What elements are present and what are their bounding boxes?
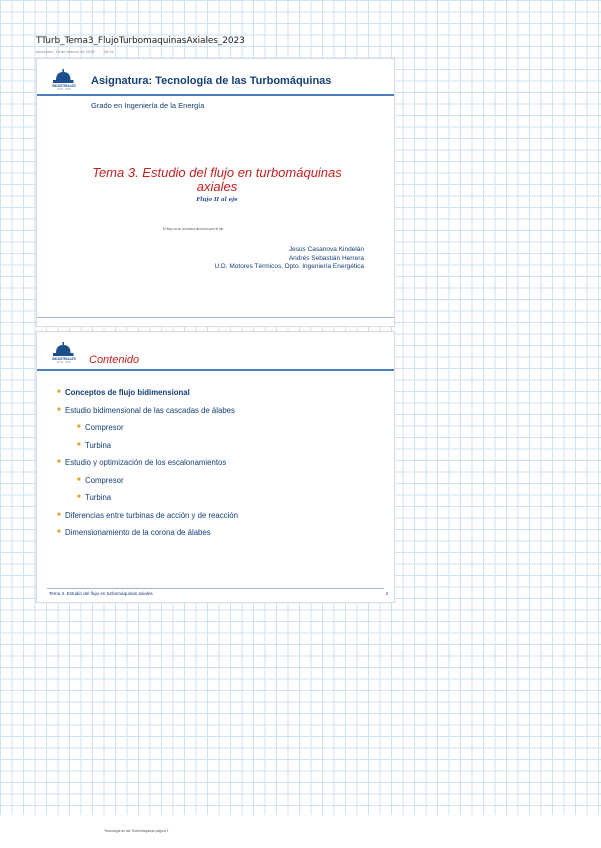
slide-1[interactable]: [36, 58, 395, 327]
dome-building-icon: [47, 342, 81, 358]
university-logo: [47, 342, 75, 362]
slide-footer: Tema 3. Estudio del flujo en turbomáquinas axiales: [49, 591, 153, 596]
university-logo: [47, 69, 75, 89]
list-item: ■ Estudio bidimensional de las cascadas de álabes: [57, 402, 238, 420]
square-bullet-icon: ■: [57, 529, 61, 535]
logo-name: INDUSTRIALES: [52, 357, 76, 361]
document-meta: [36, 49, 122, 54]
department: U.D. Motores Térmicos, Dpto. Ingeniería Energética: [214, 263, 364, 270]
square-bullet-icon: ■: [57, 511, 61, 518]
small-note: El flujo va en la misma dirección que el eje: [163, 227, 224, 231]
handwritten-note: Flujo II al eje: [196, 197, 238, 203]
square-bullet-icon: ■: [77, 424, 81, 430]
list-item: ■ Turbina: [57, 489, 238, 507]
contents-title: Contenido: [89, 354, 140, 366]
header-rule: [37, 94, 394, 96]
list-item: ■ Compresor: [57, 419, 238, 437]
list-item: ■ Dimensionamiento de la corona de álabes: [57, 524, 238, 542]
logo-sub: ETSII · UPM: [57, 361, 71, 364]
slide-title-line-2: axiales: [196, 179, 238, 194]
square-bullet-icon: ■: [77, 441, 81, 448]
square-bullet-icon: ■: [77, 494, 81, 500]
author-2: Andrés Sebastián Herrera: [288, 254, 364, 262]
list-item: ■ Conceptos de flujo bidimensional: [57, 384, 238, 402]
document-title: TTurb_Tema3_FlujoTurbomaquinasAxiales_2023: [36, 36, 245, 46]
square-bullet-icon: ■: [77, 476, 81, 483]
degree-label: Grado en Ingeniería de la Energía: [91, 101, 205, 110]
slide-page-number: 2: [385, 591, 388, 596]
list-item: ■ Diferencias entre turbinas de acción y de reacción: [57, 507, 238, 525]
page-footer: Tecnología de las Turbomáquinas página 1: [104, 829, 169, 833]
authors-block: [215, 246, 364, 272]
slide-2[interactable]: [36, 331, 395, 603]
logo-name: INDUSTRIALES: [52, 84, 76, 88]
slide-title: [57, 166, 377, 194]
document-time: 10:41: [103, 49, 114, 54]
square-bullet-icon: ■: [57, 459, 61, 465]
list-item: ■ Estudio y optimización de los escalonamientos: [57, 454, 238, 472]
title-rule: [37, 369, 394, 371]
list-item: ■ Compresor: [57, 472, 238, 490]
list-item: ■ Turbina: [57, 437, 238, 455]
author-1: Jesús Casanova Kindelán: [288, 246, 364, 253]
document-date: miércoles, 18 de febrero de 2026: [36, 49, 95, 54]
slide-title-line-1: Tema 3. Estudio del flujo en turbomáquinas: [92, 165, 342, 180]
footer-rule: [47, 588, 384, 589]
square-bullet-icon: ■: [57, 406, 61, 413]
contents-list: [57, 384, 238, 542]
square-bullet-icon: ■: [57, 389, 61, 395]
logo-sub: ETSII · UPM: [57, 88, 71, 91]
subject-header: Asignatura: Tecnología de las Turbomáquinas: [91, 75, 332, 87]
dome-building-icon: [47, 69, 81, 85]
bottom-rule: [37, 317, 394, 318]
